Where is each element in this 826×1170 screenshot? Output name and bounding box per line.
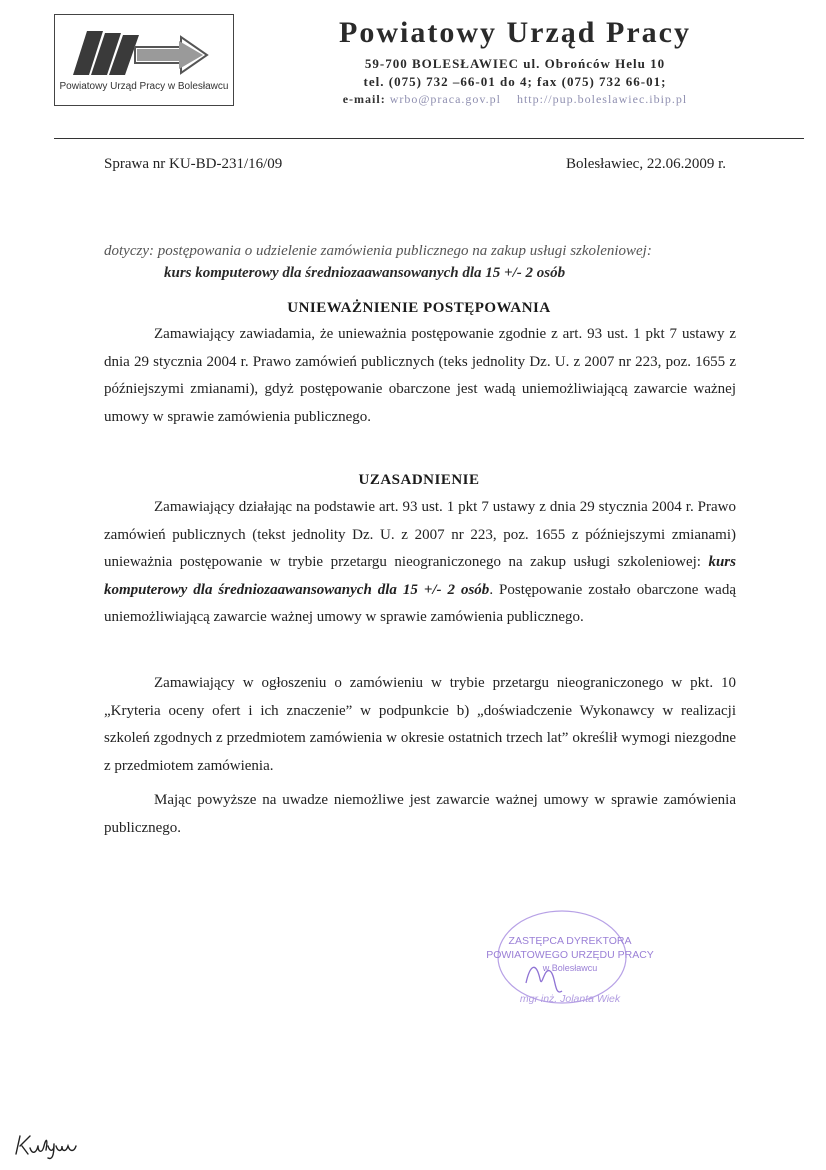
subject-title: kurs komputerowy dla średniozaawansowanych dla 15 +/- 2 osób bbox=[164, 265, 566, 281]
justification-p1-emphasis: kurs komputerowy dla średniozaawansowanych dla 15 +/- 2 osób bbox=[104, 554, 736, 598]
website-link[interactable]: http://pup.boleslawiec.ibip.pl bbox=[516, 92, 688, 106]
justification-paragraph-3: Mając powyższe na uwadze niemożliwe jest zawarcie ważnej umowy w sprawie zamówienia publicznego. bbox=[104, 792, 736, 836]
stamp-line-2: POWIATOWEGO URZĘDU PRACY bbox=[486, 949, 654, 961]
labor-office-logo-icon bbox=[69, 25, 219, 81]
email-link[interactable]: wrbo@praca.gov.pl bbox=[389, 92, 501, 106]
organization-phone: tel. (075) 732 –66-01 do 4; fax (075) 732 66-01; bbox=[363, 74, 667, 89]
place-date: Bolesławiec, 22.06.2009 r. bbox=[566, 156, 726, 172]
organization-address: 59-700 BOLESŁAWIEC ul. Obrońców Helu 10 bbox=[364, 56, 666, 71]
justification-paragraph-1 bbox=[104, 494, 736, 632]
case-number: Sprawa nr KU-BD-231/16/09 bbox=[104, 156, 283, 172]
logo bbox=[54, 14, 234, 106]
stamp-signatory: mgr inż. Jolanta Wiek bbox=[519, 993, 621, 1005]
header-divider bbox=[54, 138, 804, 139]
handwritten-initials-icon bbox=[12, 1132, 82, 1160]
organization-name: Powiatowy Urząd Pracy bbox=[339, 16, 691, 49]
official-stamp bbox=[470, 905, 670, 1015]
subject bbox=[104, 240, 744, 284]
justification-p1-text-end: . Postępowanie zostało obarczone wadą uniemożliwiającą zawarcie ważnej umowy w sprawie zamówienia publicznego. bbox=[104, 581, 736, 625]
justification-p1-text: Zamawiający działając na podstawie art. 93 ust. 1 pkt 7 ustawy z dnia 29 stycznia 2004 r. Prawo zamówień publicznych (tekst jednolity Dz. U. z 2007 nr 223, poz. 1655 z późniejszymi zmianami) unieważnia postępowanie w trybie przetargu nieograniczonego na zakup usługi szkoleniowej: bbox=[104, 499, 736, 570]
email-label: e-mail: bbox=[342, 92, 386, 106]
organization-contact bbox=[290, 92, 740, 107]
stamp-line-3: w Bolesławcu bbox=[542, 963, 598, 973]
stamp-line-1: ZASTĘPCA DYREKTORA bbox=[508, 935, 632, 947]
justification-paragraph-2: Zamawiający w ogłoszeniu o zamówieniu w trybie przetargu nieograniczonego w pkt. 10 „Kryteria oceny ofert i ich znaczenie” w podpunkcie b) „doświadczenie Wykonawcy w realizacji szkoleń zgodnych z przedmiotem zamówienia w okresie ostatnich trzech lat” określił wymogi niezgodne z przedmiotem zamówienia. bbox=[104, 675, 736, 774]
section-heading-justification: UZASADNIENIE bbox=[358, 472, 480, 488]
annulment-paragraph: Zamawiający zawiadamia, że unieważnia postępowanie zgodnie z art. 93 ust. 1 pkt 7 ustawy z dnia 29 stycznia 2004 r. Prawo zamówień publicznych (teks jednolity Dz. U. z 2007 nr 223, poz. 1655 z późniejszymi zmianami), gdyż postępowanie obarczone jest wadą uniemożliwiającą zawarcie ważnej umowy w sprawie zamówienia publicznego. bbox=[104, 326, 736, 425]
logo-caption: Powiatowy Urząd Pracy w Bolesławcu bbox=[59, 81, 229, 92]
subject-intro: dotyczy: postępowania o udzielenie zamówienia publicznego na zakup usługi szkoleniowej: bbox=[104, 243, 652, 259]
section-heading-annulment: UNIEWAŻNIENIE POSTĘPOWANIA bbox=[287, 300, 551, 316]
